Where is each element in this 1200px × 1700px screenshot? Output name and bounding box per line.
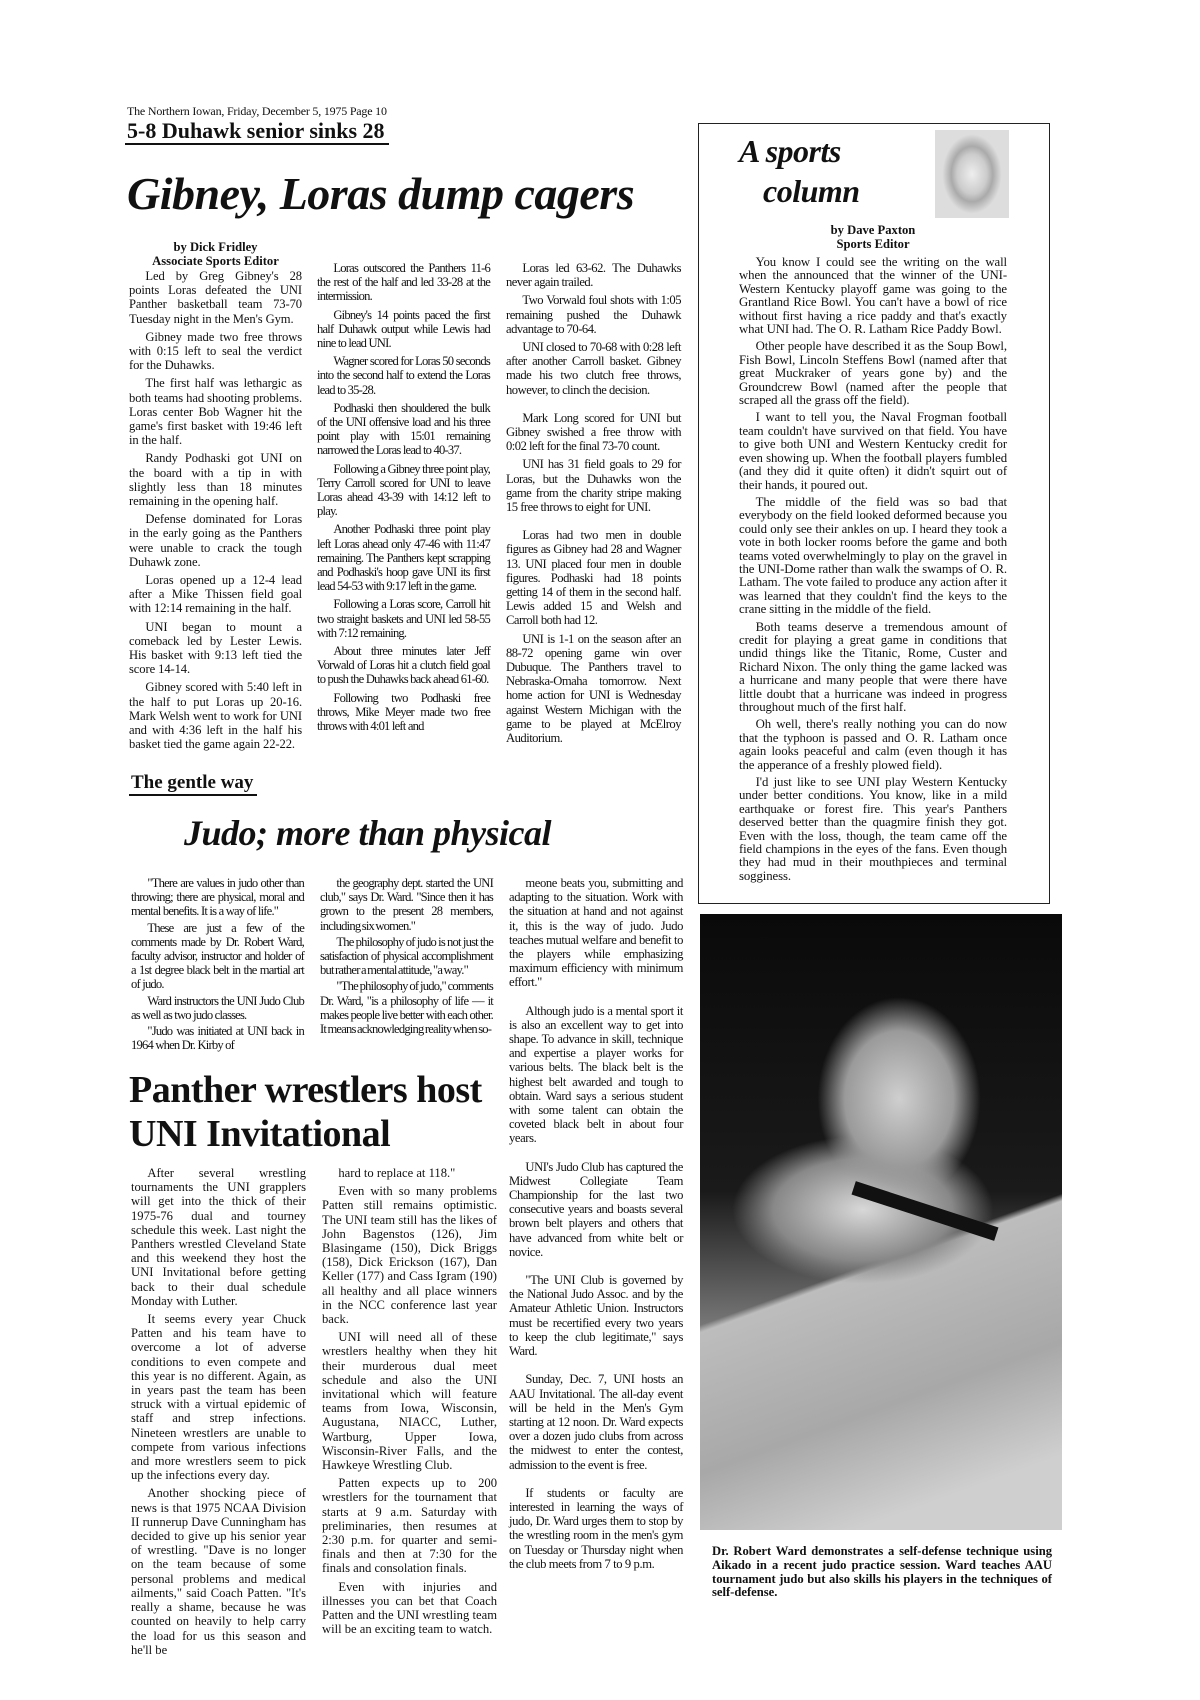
article-paragraph: UNI is 1-1 on the season after an 88-72 opening game win over Dubuque. The Panthers travel to Nebraska-Omaha tomorrow. Next home action for UNI is Wednesday against Western Michigan with the game to be played at McElroy Auditorium. xyxy=(506,631,681,746)
byline-title: Sports Editor xyxy=(836,237,910,251)
article-paragraph: After several wrestling tournaments the UNI grapplers will get into the thick of their 1975-76 dual and tourney schedule this week. Last night the Panthers wrestled Cleveland State and this weekend they host the UNI Invitational before getting back to their dual schedule Monday with Luther. xyxy=(131,1166,306,1308)
article-paragraph: The middle of the field was so bad that everybody on the field looked deformed because you could only see their ankles on up. I heard they took a vote in both locker rooms before the game and both teams voted overwhelmingly to play on the gravel in the UNI-Dome rather than walk the swamps of O. R. Latham. The vote failed to produce any action after it was learned that they couldn't find the keys to the crane sitting in the middle of the field. xyxy=(739,494,1007,617)
judo-column-2 xyxy=(320,876,493,1038)
article-paragraph: You know I could see the writing on the wall when the announced that the winner of the UNI-Western Kentucky playoff game was going to the Grantland Rice Bowl. You can't have a bowl of rice without first having a rice paddy and that's exactly what UNI had. The O. R. Latham Rice Paddy Bowl. xyxy=(739,255,1007,337)
article-paragraph: Podhaski then shouldered the bulk of the UNI offensive load and his three point play with 15:01 remaining narrowed the Loras lead to 40-37. xyxy=(317,400,490,458)
article-paragraph: Two Vorwald foul shots with 1:05 remaining pushed the Duhawk advantage to 70-64. xyxy=(506,293,681,336)
article-paragraph: Following a Loras score, Carroll hit two straight baskets and UNI led 58-55 with 7:12 remaining. xyxy=(317,597,490,640)
article-paragraph: Another shocking piece of news is that 1975 NCAA Division II runnerup Dave Cunningham has decided to give up his senior year of wrestling. "Dave is no longer on the team because of some personal problems and medical ailments," said Coach Patten. "It's really a shame, because he was counted on heavily to help carry the load for us this season and he'll be xyxy=(131,1486,306,1657)
article-paragraph: About three minutes later Jeff Vorwald of Loras hit a clutch field goal to push the Duhawks back ahead 61-60. xyxy=(317,644,490,687)
basketball-kicker: 5-8 Duhawk senior sinks 28 xyxy=(125,119,389,145)
sports-column-title-line2: column xyxy=(763,173,860,209)
article-paragraph: Other people have described it as the Soup Bowl, Fish Bowl, Lincoln Steffens Bowl (named after that great Muckraker of years gone by) and the Groundcrew Bowl (named after the people that scraped all the grass off the field). xyxy=(739,339,1007,408)
article-paragraph: Sunday, Dec. 7, UNI hosts an AAU Invitational. The all-day event will be held in the Men's Gym starting at 12 noon. Dr. Ward expects over a dozen judo clubs from across the midwest to enter the contest, admission to the event is free. xyxy=(509,1372,683,1472)
article-paragraph: UNI will need all of these wrestlers healthy when they hit their murderous dual meet schedule and also the UNI invitational which will feature teams from Iowa, Wisconsin, Augustana, NIACC, Luther, Wartburg, Upper Iowa, Wisconsin-River Falls, and the Hawkeye Wrestling Club. xyxy=(322,1330,497,1473)
article-paragraph: The philosophy of judo is not just the satisfaction of physical accomplishment but rather a mental attitude, "a way." xyxy=(320,934,493,978)
basketball-byline xyxy=(129,240,302,268)
article-paragraph: Loras outscored the Panthers 11-6 the rest of the half and led 33-28 at the intermission. xyxy=(317,261,490,304)
article-paragraph: Although judo is a mental sport it is also an excellent way to get into shape. To advance in skill, technique and expertise a player works for various belts. The black belt is the highest belt awarded and tough to obtain. Ward says a serious student with some talent can obtain the coveted black belt in about four years. xyxy=(509,1003,683,1146)
article-paragraph: If students or faculty are interested in learning the ways of judo, Dr. Ward urges them to stop by the wrestling room in the men's gym on Tuesday or Thursday night when the club meets from 7 to 9 p.m. xyxy=(509,1485,683,1571)
wrestling-headline-line1: Panther wrestlers host xyxy=(129,1069,482,1111)
article-paragraph: "The UNI Club is governed by the National Judo Assoc. and by the Amateur Athletic Union. Instructors must be recertified every two years to keep the club legitimate," says Ward. xyxy=(509,1273,683,1359)
article-paragraph: Following a Gibney three point play, Terry Carroll scored for UNI to leave Loras ahead 43-39 with 14:12 left to play. xyxy=(317,461,490,519)
wrestling-headline xyxy=(129,1068,482,1156)
judo-headline: Judo; more than physical xyxy=(184,813,552,853)
article-paragraph: I want to tell you, the Naval Frogman football team couldn't have survived on that field. You have to give both UNI and Western Kentucky credit for even showing up. When the football players fumbled (and they did it quite often) it didn't squirt out of their hands, it poured out. xyxy=(739,410,1007,492)
article-paragraph: Loras led 63-62. The Duhawks never again trailed. xyxy=(506,261,681,290)
article-paragraph: UNI began to mount a comeback led by Lester Lewis. His basket with 9:13 left tied the score 14-14. xyxy=(129,619,302,677)
article-paragraph: Both teams deserve a tremendous amount of credit for playing a great game in conditions that undid things like the Titanic, Rome, Custer and Richard Nixon. The only thing the game lacked was a hurricane and many people that were there have little doubt that a hurricane was indeed in progress throughout much of the first half. xyxy=(739,619,1007,714)
article-paragraph: UNI has 31 field goals to 29 for Loras, but the Duhawks won the game from the charity stripe making 15 free throws to eight for UNI. xyxy=(506,457,681,515)
basketball-column-2 xyxy=(317,261,490,737)
sports-column-body xyxy=(739,256,1007,887)
article-paragraph: Even with so many problems Patten still remains optimistic. The UNI team still has the likes of John Bagenstos (126), Jim Blasingame (150), Dick Briggs (158), Dick Erickson (167), Dan Keller (177) and Cass Igram (190) all healthy and all place winners in the NCC conference last year back. xyxy=(322,1184,497,1327)
article-paragraph: Led by Greg Gibney's 28 points Loras defeated the UNI Panther basketball team 73-70 Tuesday night in the Men's Gym. xyxy=(129,269,302,326)
photo-caption: Dr. Robert Ward demonstrates a self-defense technique using Aikado in a recent judo practice session. Ward teaches AAU tournament judo but also skills his players in the techniques of self-defense. xyxy=(712,1544,1052,1600)
article-paragraph: These are just a few of the comments made by Dr. Robert Ward, faculty advisor, instructor and holder of a 1st degree black belt in the martial art of judo. xyxy=(131,920,304,992)
wrestling-column-1 xyxy=(131,1166,306,1661)
article-paragraph: Loras opened up a 12-4 lead after a Mike Thissen field goal with 12:14 remaining in the half. xyxy=(129,573,302,616)
judo-kicker: The gentle way xyxy=(129,772,257,796)
black-belt-shape xyxy=(852,1181,999,1241)
sports-column-title-line1: A sports xyxy=(739,133,841,169)
article-paragraph: Randy Podhaski got UNI on the board with a tip in with slightly less than 18 minutes remaining in the opening half. xyxy=(129,451,302,509)
article-paragraph: Defense dominated for Loras in the early going as the Panthers were unable to crack the tough Duhawk zone. xyxy=(129,512,302,569)
article-paragraph: Ward instructors the UNI Judo Club as well as two judo classes. xyxy=(131,993,304,1022)
article-paragraph: Gibney made two free throws with 0:15 left to seal the verdict for the Duhawks. xyxy=(129,329,302,373)
article-paragraph: UNI's Judo Club has captured the Midwest Collegiate Team Championship for the last two consecutive years and boasts several brown belt players and others that have advanced from white belt or novice. xyxy=(509,1159,683,1259)
article-paragraph: It seems every year Chuck Patten and his team have to overcome a lot of adverse conditions to even compete and this year is no different. Again, as in years past the team has been struck with a virtual epidemic of staff and strep infections. Nineteen wrestlers are unable to compete from various infections and more wrestlers seem to pick up the infections every day. xyxy=(131,1312,306,1483)
judo-column-3 xyxy=(509,876,683,1575)
article-paragraph: the geography dept. started the UNI club," says Dr. Ward. "Since then it has grown to the present 28 members, including six women." xyxy=(320,876,493,933)
article-paragraph: Another Podhaski three point play left Loras ahead only 47-46 with 11:47 remaining. The Panthers kept scrapping and Podhaski's hoop gave UNI its first lead 54-53 with 9:17 left in the game. xyxy=(317,522,490,594)
article-paragraph: meone beats you, submitting and adapting to the situation. Work with the situation at hand and not against it, this is the way of judo. Judo teaches mutual welfare and benefit to the players while emphasizing maximum efficiency with minimum effort." xyxy=(509,876,683,990)
article-paragraph: Even with injuries and illnesses you can bet that Coach Patten and the UNI wrestling team will be an exciting team to watch. xyxy=(322,1579,497,1637)
article-paragraph: Oh well, there's really nothing you can do now that the typhoon is passed and O. R. Latham once again looks peaceful and calm (even though it has the apperance of a freshly plowed field). xyxy=(739,717,1007,772)
basketball-headline: Gibney, Loras dump cagers xyxy=(127,168,635,219)
basketball-column-1 xyxy=(129,269,302,756)
judo-photo xyxy=(700,914,1062,1530)
page-folio: The Northern Iowan, Friday, December 5, 1975 Page 10 xyxy=(127,104,387,118)
article-paragraph: Patten expects up to 200 wrestlers for the tournament that starts at 9 a.m. Saturday with preliminaries, then resumes at 2:30 p.m. for quarter and semi-finals and then at 7:30 for the finals and consolation finals. xyxy=(322,1476,497,1576)
article-paragraph: Loras had two men in double figures as Gibney had 28 and Wagner 13. UNI placed four men in double figures. Podhaski had 18 points getting 14 of them in the second half. Lewis added 15 and Welsh and Carroll both had 12. xyxy=(506,528,681,628)
article-paragraph: UNI closed to 70-68 with 0:28 left after another Carroll basket. Gibney made his two clutch free throws, however, to clinch the decision. xyxy=(506,340,681,397)
byline-author: by Dick Fridley xyxy=(173,240,258,254)
article-paragraph: Mark Long scored for UNI but Gibney swished a free throw with 0:02 left for the final 73-70 count. xyxy=(506,410,681,454)
article-paragraph: "Judo was initiated at UNI back in 1964 when Dr. Kirby of xyxy=(131,1024,304,1053)
article-paragraph: The first half was lethargic as both teams had shooting problems. Loras center Bob Wagner hit the game's first basket with 19:46 left in the half. xyxy=(129,376,302,448)
sports-column-byline xyxy=(739,223,1007,251)
article-paragraph: I'd just like to see UNI play Western Kentucky under better conditions. You know, like in a mild earthquake or forest fire. This year's Panthers deserved better than the quagmire finish they got. Even with the loss, though, the team came off the field champions in the eyes of the fans. Even though they had mud in their mouthpieces and terminal sogginess. xyxy=(739,775,1007,883)
editor-portrait xyxy=(935,130,1009,218)
article-paragraph: Gibney's 14 points paced the first half Duhawk output while Lewis had nine to lead UNI. xyxy=(317,307,490,351)
byline-title: Associate Sports Editor xyxy=(152,254,279,268)
article-paragraph: Wagner scored for Loras 50 seconds into the second half to extend the Loras lead to 35-28. xyxy=(317,354,490,397)
article-paragraph: "There are values in judo other than throwing; there are physical, moral and mental benefits. It is a way of life." xyxy=(131,876,304,919)
judo-column-1 xyxy=(131,876,304,1054)
sports-column-box xyxy=(698,123,1050,904)
article-paragraph: hard to replace at 118." xyxy=(338,1166,456,1180)
wrestling-headline-line2: UNI Invitational xyxy=(129,1113,391,1155)
article-paragraph: Following two Podhaski free throws, Mike Meyer made two free throws with 4:01 left and xyxy=(317,690,490,734)
basketball-column-3 xyxy=(506,261,681,749)
article-paragraph: Gibney scored with 5:40 left in the half to put Loras up 20-16. Mark Welsh went to work for UNI and with 4:36 left in the half his basket tied the game again 22-22. xyxy=(129,680,302,752)
byline-author: by Dave Paxton xyxy=(830,223,916,237)
wrestling-column-2 xyxy=(322,1166,497,1641)
article-paragraph: "The philosophy of judo," comments Dr. Ward, "is a philosophy of life — it makes people live better with each other. It means acknowledging reality when so- xyxy=(320,979,493,1037)
